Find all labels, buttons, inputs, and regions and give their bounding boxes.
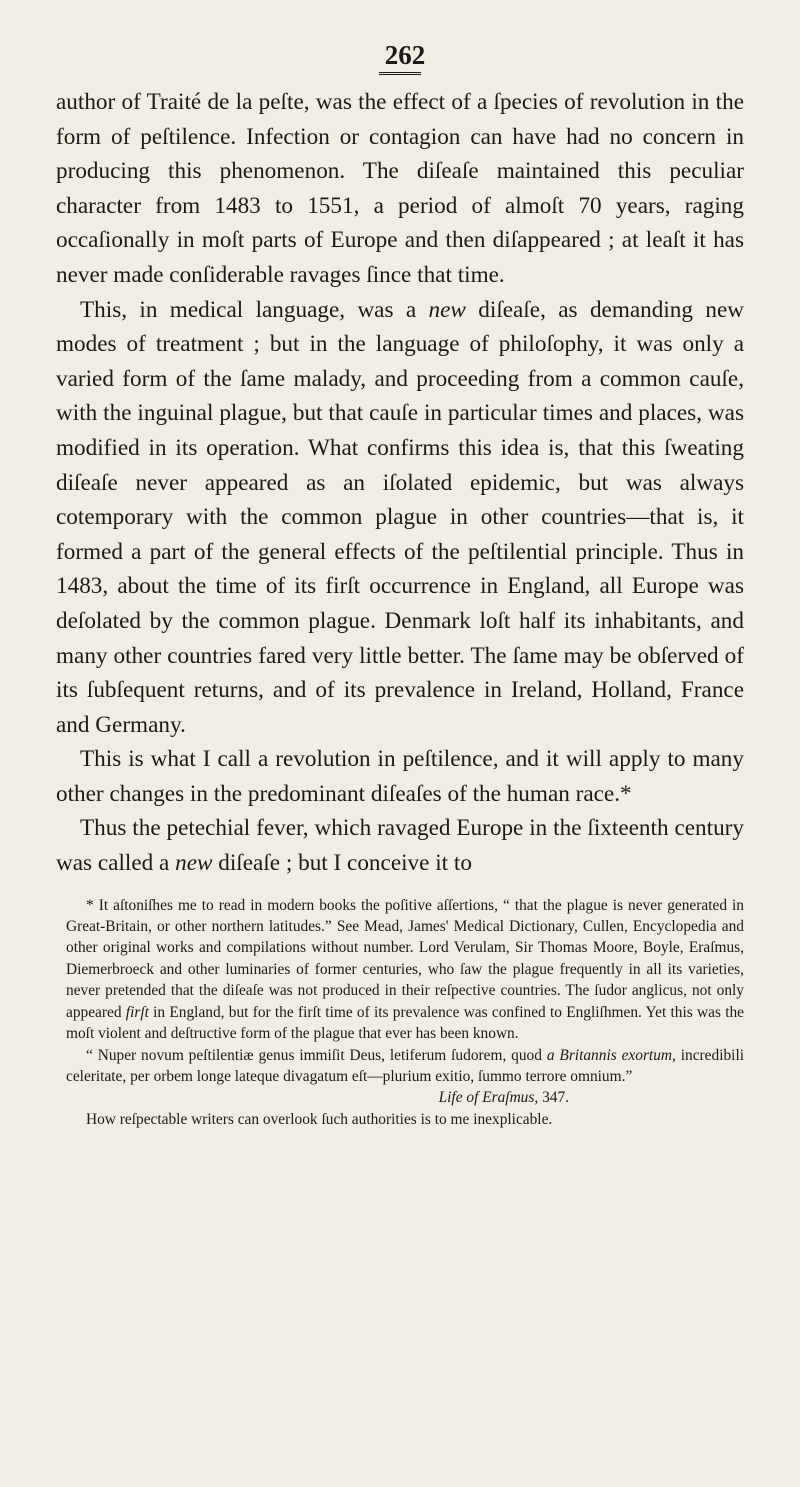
emphasis-new: new bbox=[175, 850, 213, 877]
paragraph-3: This is what I call a revolution in peſtilence, and it will apply to many other changes in the predominant diſeaſes of the human race.* bbox=[56, 746, 744, 807]
footnote-separator bbox=[56, 881, 744, 895]
footnote-paragraph-1: * It aſtoniſhes me to read in modern books the poſitive aſſertions, “ that the plague is never generated in Great-Britain, or other northern latitudes.” See Mead, James' Medical Dictionary, Cullen, Encyclopedia and other original works and compilations without number. Lord Verulam, Sir Thomas Moore, Boyle, Eraſmus, Diemerbroeck and other luminaries of former centuries, who ſaw the plague frequently in all its varieties, never pretended that the diſeaſe was not produced in their reſpective countries. The ſudor anglicus, not only appeared firſt in England, but for the firſt time of its prevalence was confined to Engliſhmen. Yet this was the moſt violent and deſtructive form of the plague that ever has been known. bbox=[66, 896, 744, 1043]
paragraph-1: author of Traité de la peſte, was the effect of a ſpecies of revolution in the form of peſtilence. Infection or contagion can have had no concern in producing this phenomenon. The diſeaſe maintained this peculiar character from 1483 to 1551, a period of almoſt 70 years, raging occaſionally in moſt parts of Europe and then diſappeared ; at leaſt it has never made conſiderable ravages ſince that time. bbox=[56, 89, 744, 288]
header-rule bbox=[379, 72, 421, 75]
paragraph-4: Thus the petechial fever, which ravaged Europe in the ſixteenth century was called a new diſeaſe ; but I conceive it to bbox=[56, 815, 744, 877]
footnote-paragraph-3: How reſpectable writers can overlook ſuch authorities is to me inexplicable. bbox=[86, 1110, 553, 1128]
footnote bbox=[56, 895, 744, 1130]
footnote-latin-quote: “ Nuper novum peſtilentiæ genus immiſit Deus, letiferum ſudorem, quod a Britannis exortum, incredibili celeritate, per orbem longe lateque divagatum eſt—plurium exitio, ſummo terrore omnium.” bbox=[66, 1046, 745, 1085]
footnote-attribution: Life of Eraſmus, 347. bbox=[438, 1089, 569, 1107]
main-text bbox=[56, 85, 744, 881]
paragraph-2: This, in medical language, was a new diſeaſe, as demanding new modes of treatment ; but in the language of philoſophy, it was only a varied form of the ſame malady, and proceeding from a common cauſe, with the inguinal plague, but that cauſe in particular times and places, was modified in its operation. What confirms this idea is, that this ſweating diſeaſe never appeared as an iſolated epidemic, but was always cotemporary with the common plague in other countries—that is, it formed a part of the general effects of the peſtilential principle. Thus in 1483, about the time of its firſt occurrence in England, all Europe was deſolated by the common plague. Denmark loſt half its inhabitants, and many other countries fared very little better. The ſame may be obſerved of its ſubſequent returns, and of its prevalence in Ireland, Holland, France and Germany. bbox=[56, 296, 744, 738]
emphasis-new: new bbox=[428, 296, 466, 323]
page-number: 262 bbox=[384, 40, 426, 70]
